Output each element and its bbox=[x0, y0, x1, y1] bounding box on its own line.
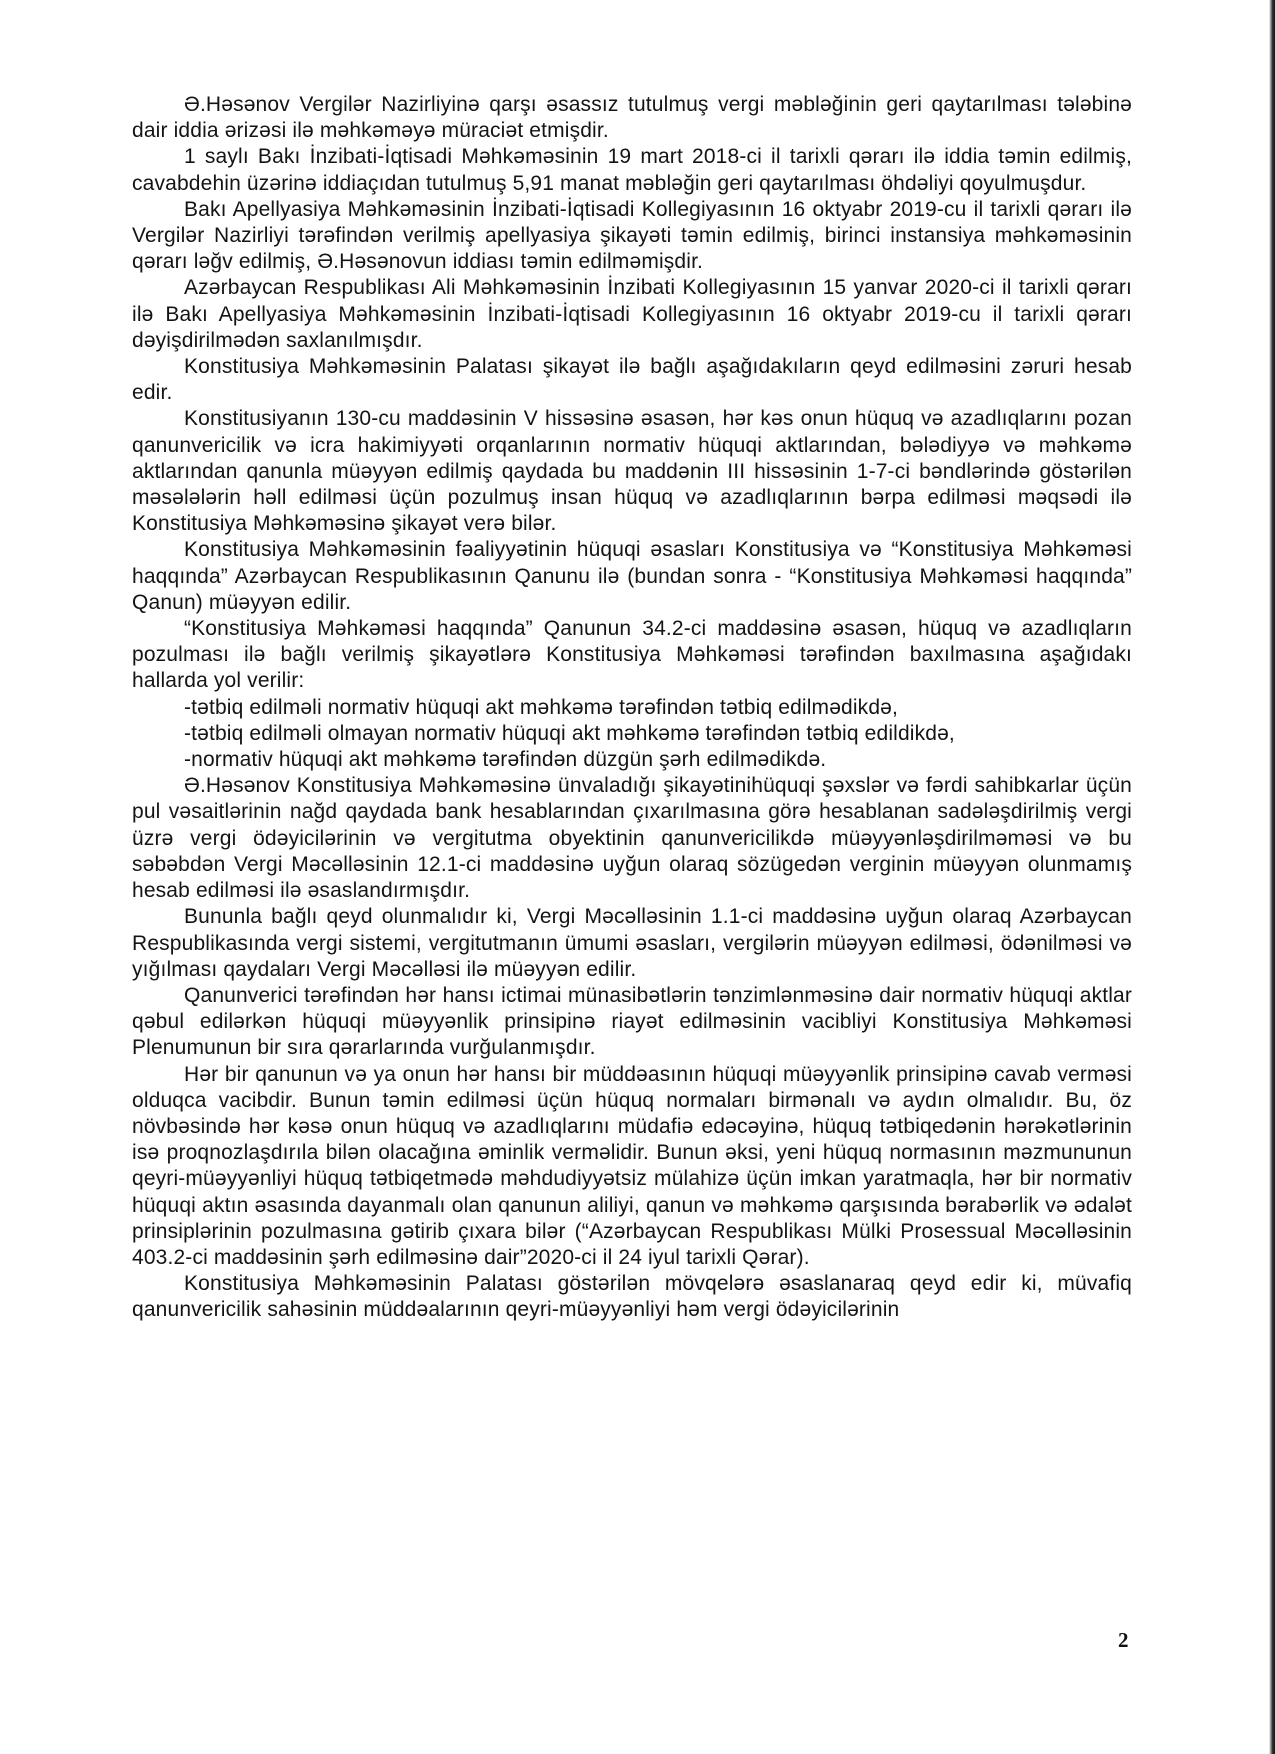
list-item: -tətbiq edilməli normativ hüquqi akt məhkəmə tərəfindən tətbiq edilmədikdə, bbox=[184, 695, 898, 719]
paragraph: Hər bir qanunun və ya onun hər hansı bir müddəasının hüquqi müəyyənlik prinsipinə cavab verməsi olduqca vacibdir. Bunun təmin edilməsi üçün hüquq normaları birmənalı və aydın olmalıdır. Bu, öz növbəsində hər kəsə onun hüquq və azadlıqlarını müdafiə edəcəyinə, hüquq tətbiqedənin hərəkətlərinin isə proqnozlaşdırıla bilən olacağına əminlik verməlidir. Bunun əksi, yeni hüquq normasının məzmununun qeyri-müəyyənliyi hüquq tətbiqetmədə məhdudiyyətsiz mülahizə üçün imkan yaratmaqla, hər bir normativ hüquqi aktın əsasında dayanmalı olan qanunun aliliyi, qanun və məhkəmə qarşısında bərabərlik və ədalət prinsiplərinin pozulmasına gətirib çıxara bilər (“Azərbaycan Respublikası Mülki Prosessual Məcəlləsinin 403.2-ci maddəsinin şərh edilməsinə dair”2020-ci il 24 iyul tarixli Qərar). bbox=[132, 1062, 1132, 1269]
paragraph: Qanunverici tərəfindən hər hansı ictimai münasibətlərin tənzimlənməsinə dair normativ hüquqi aktlar qəbul edilərkən hüquqi müəyyənlik prinsipinə riayət edilməsinin vacibliyi Konstitusiya Məhkəməsi Plenumunun bir sıra qərarlarında vurğulanmışdır. bbox=[132, 983, 1132, 1060]
list-item: -tətbiq edilməli olmayan normativ hüquqi akt məhkəmə tərəfindən tətbiq edildikdə, bbox=[184, 721, 955, 745]
paragraph: Konstitusiya Məhkəməsinin Palatası göstərilən mövqelərə əsaslanaraq qeyd edir ki, müvafiq qanunvericilik sahəsinin müddəalarının qeyri-müəyyənliyi həm vergi ödəyicilərinin bbox=[132, 1272, 1132, 1322]
paragraph: Konstitusiya Məhkəməsinin Palatası şikayət ilə bağlı aşağıdakıların qeyd edilməsini zəruri hesab edir. bbox=[132, 355, 1132, 405]
document-body bbox=[132, 92, 1132, 1324]
paragraph: Bakı Apellyasiya Məhkəməsinin İnzibati-İqtisadi Kollegiyasının 16 oktyabr 2019-cu il tarixli qərarı ilə Vergilər Nazirliyi tərəfindən verilmiş apellyasiya şikayəti təmin edilmiş, birinci instansiya məhkəməsinin qərarı ləğv edilmiş, Ə.Həsənovun iddiası təmin edilməmişdir. bbox=[132, 197, 1132, 274]
paragraph: Bununla bağlı qeyd olunmalıdır ki, Vergi Məcəlləsinin 1.1-ci maddəsinə uyğun olaraq Azərbaycan Respublikasında vergi sistemi, vergitutmanın ümumi əsasları, vergilərin müəyyən edilməsi, ödənilməsi və yığılması qaydaları Vergi Məcəlləsi ilə müəyyən edilir. bbox=[132, 905, 1132, 981]
list-item: -normativ hüquqi akt məhkəmə tərəfindən düzgün şərh edilmədikdə. bbox=[184, 748, 827, 772]
paragraph: Azərbaycan Respublikası Ali Məhkəməsinin İnzibati Kollegiyasının 15 yanvar 2020-ci il tarixli qərarı ilə Bakı Apellyasiya Məhkəməsinin İnzibati-İqtisadi Kollegiyasının 16 oktyabr 2019-cu il tarixli qərarı dəyişdirilmədən saxlanılmışdır. bbox=[132, 276, 1132, 352]
paragraph: “Konstitusiya Məhkəməsi haqqında” Qanunun 34.2-ci maddəsinə əsasən, hüquq və azadlıqların pozulması ilə bağlı verilmiş şikayətlərə Konstitusiya Məhkəməsi tərəfindən baxılmasına aşağıdakı hallarda yol verilir: bbox=[132, 617, 1132, 693]
paragraph: Konstitusiya Məhkəməsinin fəaliyyətinin hüquqi əsasları Konstitusiya və “Konstitusiya Məhkəməsi haqqında” Azərbaycan Respublikasının Qanunu ilə (bundan sonra - “Konstitusiya Məhkəməsi haqqında” Qanun) müəyyən edilir. bbox=[132, 538, 1132, 614]
scan-edge bbox=[1269, 0, 1275, 1754]
page-number: 2 bbox=[1118, 1628, 1129, 1652]
paragraph: Ə.Həsənov Konstitusiya Məhkəməsinə ünvaladığı şikayətinihüquqi şəxslər və fərdi sahibkarlar üçün pul vəsaitlərinin nağd qaydada bank hesablarından çıxarılmasına görə hesablanan sadələşdirilmiş vergi üzrə vergi ödəyicilərinin və vergitutma obyektinin qanunvericilikdə müəyyənləşdirilməməsi və bu səbəbdən Vergi Məcəlləsinin 12.1-ci maddəsinə uyğun olaraq sözügedən verginin müəyyən olunmamış hesab edilməsi ilə əsaslandırmışdır. bbox=[132, 774, 1132, 903]
paragraph: Konstitusiyanın 130-cu maddəsinin V hissəsinə əsasən, hər kəs onun hüquq və azadlıqlarını pozan qanunvericilik və icra hakimiyyəti orqanlarının normativ hüquqi aktlarından, bələdiyyə və məhkəmə aktlarından qanunla müəyyən edilmiş qaydada bu maddənin III hissəsinin 1-7-ci bəndlərində göstərilən məsələlərin həll edilməsi üçün pozulmuş insan hüquq və azadlıqlarının bərpa edilməsi məqsədi ilə Konstitusiya Məhkəməsinə şikayət verə bilər. bbox=[132, 407, 1132, 536]
paragraph: Ə.Həsənov Vergilər Nazirliyinə qarşı əsassız tutulmuş vergi məbləğinin geri qaytarılması tələbinə dair iddia ərizəsi ilə məhkəməyə müraciət etmişdir. bbox=[132, 93, 1132, 143]
paragraph: 1 saylı Bakı İnzibati-İqtisadi Məhkəməsinin 19 mart 2018-ci il tarixli qərarı ilə iddia təmin edilmiş, cavabdehin üzərinə iddiaçıdan tutulmuş 5,91 manat məbləğin geri qaytarılması öhdəliyi qoyulmuşdur. bbox=[132, 145, 1132, 195]
